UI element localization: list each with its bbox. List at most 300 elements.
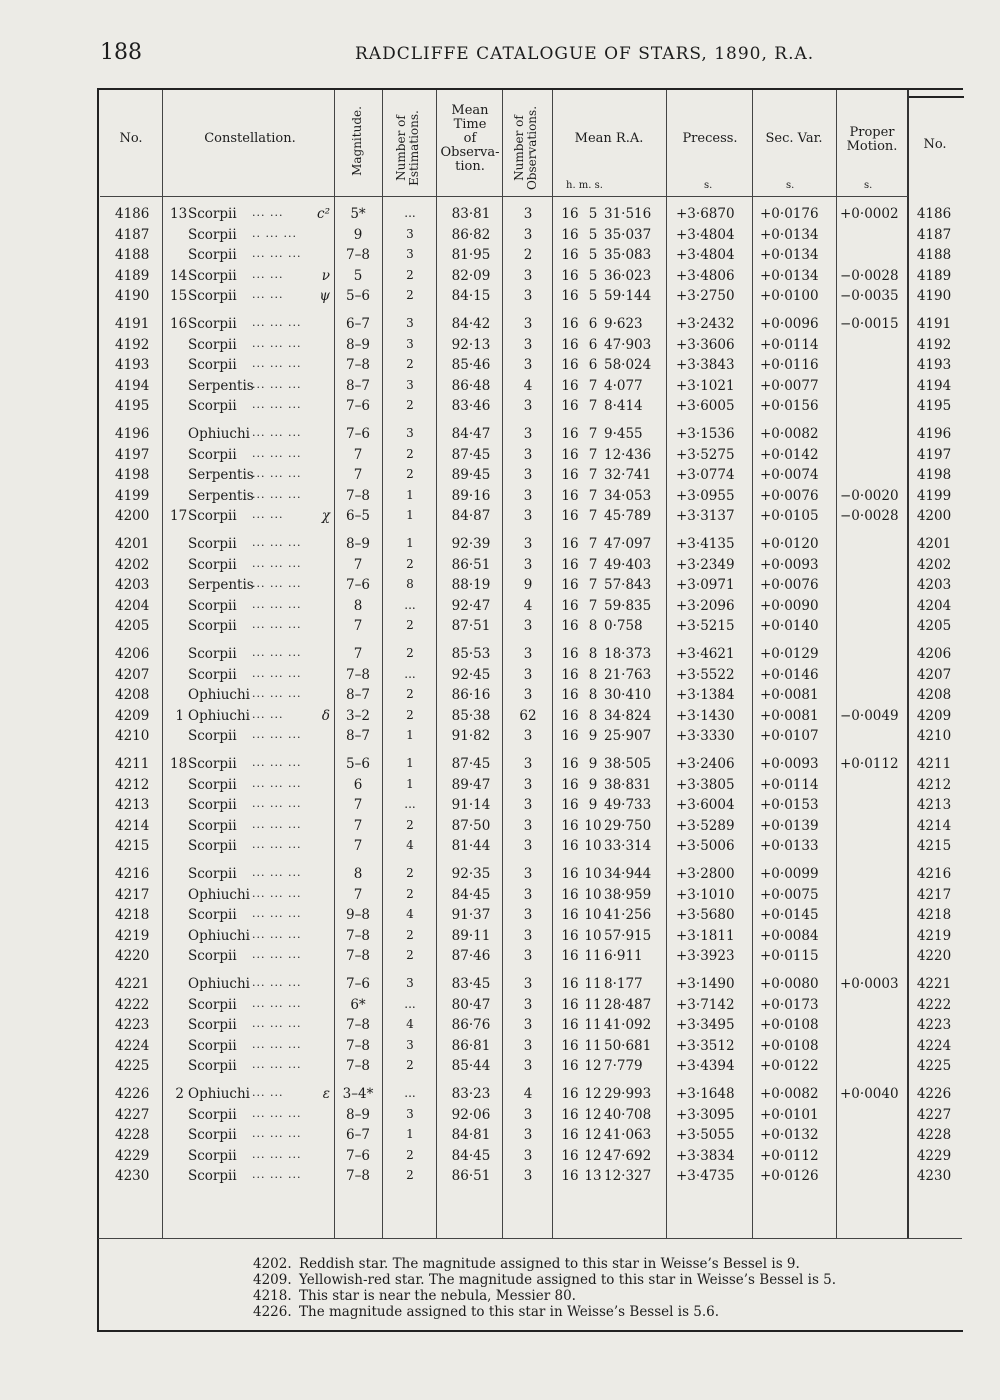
- secular-variation: +0·0076: [760, 577, 819, 594]
- table-row: [0, 1127, 1000, 1147]
- ra-minutes: 11: [584, 948, 602, 965]
- magnitude: 7: [353, 797, 363, 814]
- table-row: [0, 268, 1000, 288]
- flamsteed-number: 15: [170, 288, 188, 305]
- leader-dots: ... ... ...: [252, 866, 302, 879]
- constellation-name: Scorpii: [188, 536, 237, 552]
- ra-seconds: 7·779: [604, 1058, 643, 1075]
- mean-time: 92·13: [451, 336, 491, 353]
- estimations-count: 2: [406, 817, 414, 832]
- ra-seconds: 59·144: [604, 288, 652, 305]
- secular-variation: +0·0108: [760, 1037, 819, 1054]
- table-row: [0, 1086, 1000, 1106]
- ra-minutes: 9: [588, 728, 598, 745]
- greek-letter: δ: [321, 707, 330, 724]
- precession: +3·3330: [676, 728, 735, 745]
- ra-hours: 16: [561, 487, 579, 504]
- leader-dots: ... ... ...: [252, 336, 302, 350]
- constellation-name: Ophiuchi: [188, 1086, 250, 1102]
- table-row: [0, 646, 1000, 666]
- observations-count: 3: [523, 776, 533, 793]
- precession: +3·3512: [676, 1037, 735, 1054]
- ra-hours: 16: [561, 618, 579, 635]
- row-number-right: 4205: [916, 618, 952, 635]
- ra-seconds: 4·077: [604, 377, 643, 394]
- header-mean-time-line: Mean: [451, 103, 489, 118]
- magnitude: 5–6: [346, 288, 370, 305]
- ra-seconds: 6·911: [604, 948, 643, 965]
- secular-variation: +0·0140: [760, 618, 819, 635]
- ra-seconds: 41·063: [604, 1127, 652, 1144]
- table-row: [0, 756, 1000, 776]
- mean-time: 87·45: [451, 756, 491, 772]
- constellation-name: Scorpii: [188, 508, 237, 525]
- row-number: 4207: [115, 666, 150, 683]
- estimations-count: 2: [406, 288, 414, 303]
- magnitude: 5: [353, 267, 363, 284]
- constellation-name: Scorpii: [188, 316, 237, 332]
- row-number-right: 4201: [916, 536, 952, 552]
- proper-motion: +0·0040: [840, 1086, 899, 1102]
- row-number: 4213: [115, 797, 150, 814]
- table-row: [0, 948, 1000, 968]
- secular-variation: +0·0081: [760, 687, 819, 704]
- mean-time: 87·50: [451, 817, 491, 834]
- ra-minutes: 7: [588, 597, 598, 614]
- ra-seconds: 49·733: [604, 797, 652, 814]
- leader-dots: ... ... ...: [252, 886, 302, 900]
- row-number-right: 4226: [916, 1086, 952, 1102]
- constellation-name: Scorpii: [188, 267, 237, 284]
- observations-count: 3: [523, 817, 533, 834]
- mean-time: 92·39: [451, 536, 491, 552]
- header-observations: Number of Observations.: [512, 105, 539, 191]
- ra-hours: 16: [561, 467, 579, 484]
- estimations-count: 2: [406, 357, 414, 372]
- precession: +3·1648: [676, 1086, 735, 1102]
- row-number-right: 4218: [916, 907, 952, 924]
- secular-variation: +0·0176: [760, 206, 819, 222]
- magnitude: 7–8: [346, 487, 370, 504]
- estimations-count: 2: [406, 267, 414, 282]
- secular-variation: +0·0142: [760, 446, 819, 463]
- row-number-right: 4213: [916, 797, 952, 814]
- magnitude: 7–6: [346, 577, 370, 594]
- observations-count: 3: [523, 446, 533, 463]
- constellation-name: Scorpii: [188, 797, 237, 814]
- footnote-number: 4202.: [253, 1256, 292, 1272]
- magnitude: 6–5: [346, 508, 370, 525]
- ra-hours: 16: [561, 226, 579, 243]
- ra-seconds: 34·944: [604, 866, 652, 882]
- magnitude: 6*: [350, 996, 366, 1013]
- row-number: 4198: [115, 467, 150, 484]
- magnitude: 7: [353, 838, 363, 855]
- constellation-name: Ophiuchi: [188, 707, 250, 724]
- magnitude: 7–8: [346, 927, 370, 944]
- ra-hours: 16: [561, 866, 579, 882]
- magnitude: 8–9: [346, 1106, 370, 1123]
- proper-motion: −0·0020: [840, 487, 899, 504]
- leader-dots: ... ... ...: [252, 756, 302, 769]
- secular-variation: +0·0145: [760, 907, 819, 924]
- secular-variation: +0·0108: [760, 1017, 819, 1034]
- row-number: 4202: [115, 556, 150, 573]
- footnote-text: The magnitude assigned to this star in Weisse’s Bessel is 5.6.: [299, 1304, 720, 1320]
- mean-time: 86·48: [451, 377, 491, 394]
- observations-count: 3: [523, 1127, 533, 1144]
- estimations-count: 2: [406, 556, 414, 571]
- proper-motion: +0·0003: [840, 976, 899, 992]
- flamsteed-number: 13: [170, 206, 188, 222]
- precession: +3·6005: [676, 398, 735, 415]
- observations-count: 3: [523, 398, 533, 415]
- secular-variation: +0·0082: [760, 426, 819, 442]
- ra-hours: 16: [561, 426, 579, 442]
- table-row: [0, 357, 1000, 377]
- ra-seconds: 31·516: [604, 206, 652, 222]
- mean-time: 86·76: [451, 1017, 491, 1034]
- ra-seconds: 12·327: [604, 1168, 652, 1185]
- observations-count: 3: [523, 866, 533, 882]
- row-number-right: 4195: [916, 398, 952, 415]
- leader-dots: ... ... ...: [252, 666, 302, 680]
- observations-count: 3: [523, 508, 533, 525]
- mean-time: 84·45: [451, 886, 491, 903]
- observations-count: 3: [523, 1168, 533, 1185]
- observations-count: 62: [519, 707, 537, 724]
- ra-minutes: 11: [584, 1037, 602, 1054]
- mean-time: 83·45: [451, 976, 491, 992]
- header-precess-unit: s.: [704, 180, 713, 191]
- row-number-right: 4207: [916, 666, 952, 683]
- secular-variation: +0·0116: [760, 357, 819, 374]
- header-proper-motion-line: Motion.: [846, 139, 898, 154]
- table-row: [0, 907, 1000, 927]
- magnitude: 8–7: [346, 728, 370, 745]
- mean-time: 81·44: [451, 838, 491, 855]
- row-number: 4197: [115, 446, 150, 463]
- precession: +3·0971: [676, 577, 735, 594]
- row-number: 4203: [115, 577, 150, 594]
- estimations-count: ...: [404, 206, 416, 220]
- table-row: [0, 337, 1000, 357]
- ra-seconds: 58·024: [604, 357, 652, 374]
- mean-time: 86·51: [451, 556, 491, 573]
- observations-count: 3: [523, 907, 533, 924]
- page-number: 188: [100, 40, 142, 65]
- estimations-count: 2: [406, 1147, 414, 1162]
- precession: +3·4135: [676, 536, 735, 552]
- magnitude: 3–2: [346, 707, 370, 724]
- precession: +3·1490: [676, 976, 735, 992]
- table-row: [0, 288, 1000, 308]
- ra-minutes: 10: [584, 927, 602, 944]
- precession: +3·3805: [676, 776, 735, 793]
- flamsteed-number: 1: [175, 707, 184, 724]
- precession: +3·3095: [676, 1106, 735, 1123]
- magnitude: 5–6: [346, 756, 370, 772]
- ra-hours: 16: [561, 247, 579, 264]
- leader-dots: ... ... ...: [252, 996, 302, 1010]
- mean-time: 86·51: [451, 1168, 491, 1185]
- row-number-right: 4215: [916, 838, 952, 855]
- ra-seconds: 12·436: [604, 446, 652, 463]
- ra-minutes: 12: [584, 1147, 602, 1164]
- ra-seconds: 40·708: [604, 1106, 652, 1123]
- estimations-count: 2: [406, 467, 414, 482]
- row-number-right: 4229: [916, 1147, 952, 1164]
- estimations-count: 2: [406, 866, 414, 880]
- mean-time: 86·82: [451, 226, 491, 243]
- magnitude: 7–8: [346, 1017, 370, 1034]
- row-number-right: 4202: [916, 556, 952, 573]
- ra-seconds: 45·789: [604, 508, 652, 525]
- ra-minutes: 5: [588, 226, 598, 243]
- row-number: 4193: [115, 357, 150, 374]
- ra-hours: 16: [561, 336, 579, 353]
- header-estimations: Number of Estimations.: [394, 110, 421, 186]
- ra-hours: 16: [561, 357, 579, 374]
- header-sec-var-unit: s.: [786, 180, 795, 191]
- row-number-right: 4224: [916, 1037, 952, 1054]
- precession: +3·4394: [676, 1058, 735, 1075]
- leader-dots: ... ... ...: [252, 927, 302, 941]
- mean-time: 84·87: [451, 508, 491, 525]
- secular-variation: +0·0134: [760, 247, 819, 264]
- estimations-count: 3: [406, 1037, 414, 1052]
- observations-count: 3: [523, 288, 533, 305]
- greek-letter: χ: [321, 508, 330, 525]
- table-row: [0, 1058, 1000, 1078]
- precession: +3·0955: [676, 487, 735, 504]
- precession: +3·6004: [676, 797, 735, 814]
- observations-count: 3: [523, 1058, 533, 1075]
- secular-variation: +0·0081: [760, 707, 819, 724]
- precession: +3·4621: [676, 646, 735, 662]
- ra-minutes: 7: [588, 556, 598, 573]
- secular-variation: +0·0112: [760, 1147, 819, 1164]
- ra-minutes: 10: [584, 866, 602, 882]
- leader-dots: ... ... ...: [252, 377, 302, 391]
- precession: +3·3843: [676, 357, 735, 374]
- row-number-right: 4214: [916, 817, 952, 834]
- estimations-count: 4: [406, 907, 414, 922]
- row-number: 4196: [115, 426, 150, 442]
- ra-minutes: 7: [588, 446, 598, 463]
- ra-hours: 16: [561, 927, 579, 944]
- precession: +3·2096: [676, 597, 735, 614]
- ra-hours: 16: [561, 1017, 579, 1034]
- ra-hours: 16: [561, 288, 579, 305]
- ra-hours: 16: [561, 577, 579, 594]
- ra-hours: 16: [561, 976, 579, 992]
- constellation-name: Scorpii: [188, 556, 237, 573]
- estimations-count: 2: [406, 707, 414, 722]
- header-no-right: No.: [923, 137, 947, 152]
- precession: +3·5522: [676, 666, 735, 683]
- mean-time: 92·06: [451, 1106, 491, 1123]
- row-number: 4206: [115, 646, 150, 662]
- constellation-name: Scorpii: [188, 1058, 237, 1075]
- row-number: 4199: [115, 487, 150, 504]
- magnitude: 3–4*: [342, 1086, 374, 1102]
- ra-hours: 16: [561, 838, 579, 855]
- ra-seconds: 38·959: [604, 886, 652, 903]
- table-row: [0, 426, 1000, 446]
- precession: +3·5289: [676, 817, 735, 834]
- proper-motion: +0·0112: [840, 756, 899, 772]
- observations-count: 4: [523, 1086, 533, 1102]
- estimations-count: 2: [406, 1168, 414, 1183]
- constellation-name: Scorpii: [188, 597, 237, 614]
- row-number: 4192: [115, 336, 150, 353]
- ra-hours: 16: [561, 776, 579, 793]
- estimations-count: 2: [406, 687, 414, 702]
- magnitude: 6–7: [346, 1127, 370, 1144]
- ra-hours: 16: [561, 707, 579, 724]
- mean-time: 85·44: [451, 1058, 491, 1075]
- proper-motion: +0·0002: [840, 206, 899, 222]
- ra-hours: 16: [561, 817, 579, 834]
- row-number: 4191: [115, 316, 150, 332]
- leader-dots: ... ... ...: [252, 976, 302, 989]
- secular-variation: +0·0132: [760, 1127, 819, 1144]
- table-row: [0, 667, 1000, 687]
- magnitude: 7–6: [346, 426, 370, 442]
- leader-dots: ... ...: [252, 267, 284, 281]
- constellation-name: Scorpii: [188, 728, 237, 745]
- row-number-right: 4188: [916, 247, 952, 264]
- table-right-rule: [908, 96, 964, 98]
- row-number: 4190: [115, 288, 150, 305]
- constellation-name: Scorpii: [188, 357, 237, 374]
- magnitude: 6–7: [346, 316, 370, 332]
- proper-motion: −0·0049: [840, 707, 899, 724]
- leader-dots: ... ...: [252, 707, 284, 721]
- observations-count: 4: [523, 597, 533, 614]
- mean-time: 85·46: [451, 357, 491, 374]
- leader-dots: ... ... ...: [252, 1058, 302, 1072]
- secular-variation: +0·0090: [760, 597, 819, 614]
- greek-letter: c²: [317, 206, 330, 222]
- constellation-name: Scorpii: [188, 247, 237, 264]
- table-row: [0, 708, 1000, 728]
- header-magnitude: Magnitude.: [350, 106, 364, 176]
- row-number-right: 4216: [916, 866, 952, 882]
- row-number-right: 4200: [916, 508, 952, 525]
- flamsteed-number: 16: [170, 316, 188, 332]
- ra-seconds: 0·758: [604, 618, 643, 635]
- row-number: 4229: [115, 1147, 150, 1164]
- estimations-count: 2: [406, 948, 414, 963]
- greek-letter: ν: [321, 267, 330, 284]
- mean-time: 92·47: [451, 597, 491, 614]
- observations-count: 3: [523, 976, 533, 992]
- ra-hours: 16: [561, 206, 579, 222]
- row-number: 4217: [115, 886, 150, 903]
- estimations-count: 2: [406, 927, 414, 942]
- mean-time: 80·47: [451, 996, 491, 1013]
- running-title: RADCLIFFE CATALOGUE OF STARS, 1890, R.A.: [355, 44, 815, 64]
- row-number-right: 4211: [916, 756, 952, 772]
- constellation-name: Scorpii: [188, 996, 237, 1013]
- precession: +3·2406: [676, 756, 735, 772]
- mean-time: 83·23: [451, 1086, 491, 1102]
- precession: +3·5680: [676, 907, 735, 924]
- ra-minutes: 5: [588, 288, 598, 305]
- secular-variation: +0·0114: [760, 336, 819, 353]
- observations-count: 3: [523, 1037, 533, 1054]
- row-number: 4212: [115, 776, 150, 793]
- precession: +3·2349: [676, 556, 735, 573]
- observations-count: 3: [523, 927, 533, 944]
- mean-time: 84·15: [451, 288, 491, 305]
- ra-hours: 16: [561, 1127, 579, 1144]
- ra-hours: 16: [561, 597, 579, 614]
- leader-dots: ... ... ...: [252, 1147, 302, 1161]
- ra-minutes: 7: [588, 426, 598, 442]
- precession: +3·5215: [676, 618, 735, 635]
- leader-dots: ... ... ...: [252, 357, 302, 371]
- ra-minutes: 9: [588, 776, 598, 793]
- observations-count: 3: [523, 1147, 533, 1164]
- mean-time: 84·47: [451, 426, 491, 442]
- ra-minutes: 8: [588, 666, 598, 683]
- ra-minutes: 7: [588, 377, 598, 394]
- ra-minutes: 11: [584, 1017, 602, 1034]
- ra-hours: 16: [561, 1147, 579, 1164]
- estimations-count: 3: [406, 426, 414, 440]
- ra-minutes: 9: [588, 797, 598, 814]
- estimations-count: 2: [406, 886, 414, 901]
- ra-seconds: 38·505: [604, 756, 652, 772]
- estimations-count: 1: [406, 508, 414, 523]
- flamsteed-number: 17: [170, 508, 188, 525]
- row-number-right: 4222: [916, 996, 952, 1013]
- secular-variation: +0·0093: [760, 556, 819, 573]
- constellation-name: Scorpii: [188, 1127, 237, 1144]
- row-number-right: 4198: [916, 467, 952, 484]
- table-row: [0, 838, 1000, 858]
- estimations-count: 1: [406, 728, 414, 743]
- secular-variation: +0·0077: [760, 377, 819, 394]
- row-number-right: 4220: [916, 948, 952, 965]
- mean-time: 92·45: [451, 666, 491, 683]
- ra-hours: 16: [561, 446, 579, 463]
- mean-time: 89·16: [451, 487, 491, 504]
- table-row: [0, 887, 1000, 907]
- row-number-right: 4191: [916, 316, 952, 332]
- leader-dots: ... ... ...: [252, 577, 302, 591]
- footnote-text: Yellowish-red star. The magnitude assigned to this star in Weisse’s Bessel is 5.: [299, 1272, 837, 1288]
- constellation-name: Scorpii: [188, 226, 237, 243]
- observations-count: 3: [523, 948, 533, 965]
- ra-seconds: 35·083: [604, 247, 652, 264]
- row-number: 4225: [115, 1058, 150, 1075]
- precession: +3·1384: [676, 687, 735, 704]
- secular-variation: +0·0122: [760, 1058, 819, 1075]
- header-mean-time-line: of: [463, 131, 477, 146]
- observations-count: 3: [523, 996, 533, 1013]
- constellation-name: Ophiuchi: [188, 687, 250, 704]
- row-number: 4228: [115, 1127, 150, 1144]
- table-row: [0, 797, 1000, 817]
- proper-motion: −0·0035: [840, 288, 899, 305]
- observations-count: 3: [523, 316, 533, 332]
- ra-seconds: 57·915: [604, 927, 652, 944]
- ra-minutes: 8: [588, 618, 598, 635]
